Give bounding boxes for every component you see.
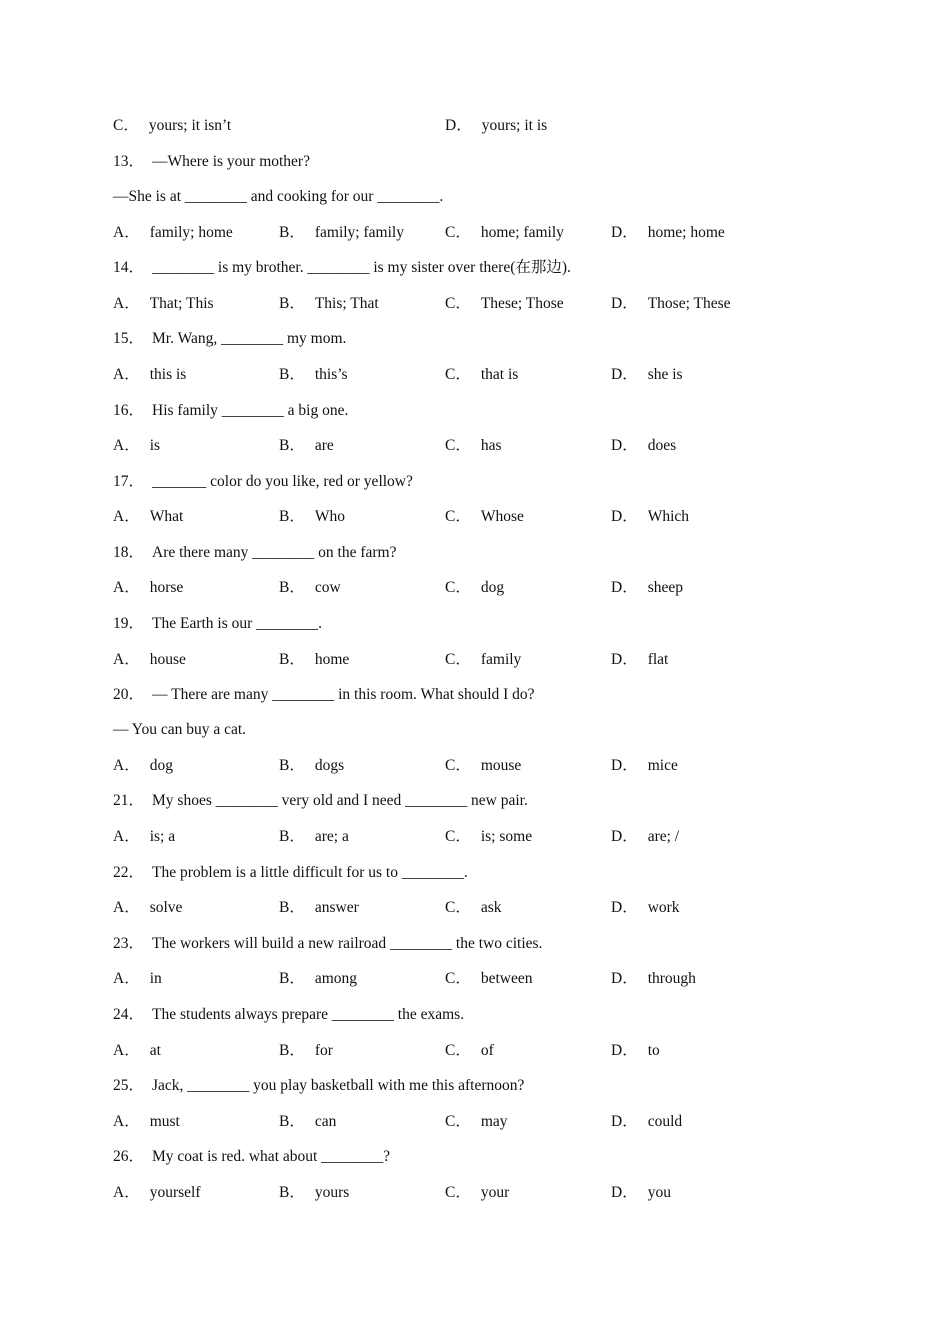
option-a: A． solve xyxy=(113,899,183,916)
question-26-stem: 26． My coat is red. what about ________? xyxy=(113,1148,391,1165)
question-23-stem: 23． The workers will build a new railroad ________ the two cities. xyxy=(113,935,543,952)
option-b: B． can xyxy=(279,1113,337,1130)
option-d: D． flat xyxy=(611,651,669,668)
option-d: D． through xyxy=(611,970,696,987)
option-b: B． are xyxy=(279,437,334,454)
question-22-stem: 22． The problem is a little difficult for us to ________. xyxy=(113,864,468,881)
option-c: C． family xyxy=(445,651,522,668)
option-c: C． that is xyxy=(445,366,519,383)
question-13-stem: 13． —Where is your mother? xyxy=(113,153,310,170)
question-20-line-2: — You can buy a cat. xyxy=(113,721,247,738)
question-18-stem: 18． Are there many ________ on the farm? xyxy=(113,544,397,561)
option-a: A． house xyxy=(113,651,186,668)
option-b: B． among xyxy=(279,970,358,987)
option-d: D． home; home xyxy=(611,224,725,241)
question-13-line-2: —She is at ________ and cooking for our ________. xyxy=(113,188,444,205)
option-d: D． work xyxy=(611,899,680,916)
option-a: A． must xyxy=(113,1113,180,1130)
option-c: C． between xyxy=(445,970,533,987)
option-d: D． could xyxy=(611,1113,683,1130)
option-c: C． may xyxy=(445,1113,508,1130)
option-d: D． yours; it is xyxy=(445,117,548,134)
question-15-stem: 15． Mr. Wang, ________ my mom. xyxy=(113,330,347,347)
option-b: B． this’s xyxy=(279,366,348,383)
option-c: C． dog xyxy=(445,579,505,596)
option-d: D． to xyxy=(611,1042,660,1059)
option-b: B． dogs xyxy=(279,757,345,774)
option-b: B． are; a xyxy=(279,828,349,845)
question-17-stem: 17． _______ color do you like, red or yellow? xyxy=(113,473,413,490)
question-14-stem: 14． ________ is my brother. ________ is my sister over there(在那边). xyxy=(113,259,571,276)
option-c: C． has xyxy=(445,437,502,454)
option-a: A． is; a xyxy=(113,828,176,845)
option-d: D． she is xyxy=(611,366,683,383)
option-d: D． Which xyxy=(611,508,690,525)
option-d: D． mice xyxy=(611,757,678,774)
option-a: A． is xyxy=(113,437,161,454)
option-c: C． ask xyxy=(445,899,502,916)
option-d: D． does xyxy=(611,437,677,454)
option-a: A． horse xyxy=(113,579,184,596)
option-d: D． sheep xyxy=(611,579,683,596)
option-d: D． you xyxy=(611,1184,671,1201)
option-b: B． This; That xyxy=(279,295,379,312)
question-19-stem: 19． The Earth is our ________. xyxy=(113,615,323,632)
option-a: A． at xyxy=(113,1042,161,1059)
option-b: B． cow xyxy=(279,579,341,596)
option-b: B． yours xyxy=(279,1184,350,1201)
option-c: C． is; some xyxy=(445,828,533,845)
question-25-stem: 25． Jack, ________ you play basketball with me this afternoon? xyxy=(113,1077,525,1094)
option-c: C． mouse xyxy=(445,757,522,774)
option-c: C． of xyxy=(445,1042,494,1059)
question-24-stem: 24． The students always prepare ________ the exams. xyxy=(113,1006,465,1023)
option-c: C． home; family xyxy=(445,224,564,241)
question-16-stem: 16． His family ________ a big one. xyxy=(113,402,349,419)
option-a: A． That; This xyxy=(113,295,214,312)
option-b: B． for xyxy=(279,1042,333,1059)
option-b: B． family; family xyxy=(279,224,404,241)
option-c: C． your xyxy=(445,1184,510,1201)
option-b: B． Who xyxy=(279,508,345,525)
option-d: D． Those; These xyxy=(611,295,731,312)
option-a: A． yourself xyxy=(113,1184,201,1201)
option-a: A． family; home xyxy=(113,224,233,241)
option-a: A． in xyxy=(113,970,162,987)
option-a: A． dog xyxy=(113,757,173,774)
option-d: D． are; / xyxy=(611,828,680,845)
option-a: A． What xyxy=(113,508,184,525)
option-a: A． this is xyxy=(113,366,187,383)
option-b: B． home xyxy=(279,651,350,668)
question-20-stem: 20． — There are many ________ in this room. What should I do? xyxy=(113,686,535,703)
option-c: C． yours; it isn’t xyxy=(113,117,232,134)
question-21-stem: 21． My shoes ________ very old and I need ________ new pair. xyxy=(113,792,528,809)
option-b: B． answer xyxy=(279,899,359,916)
option-c: C． These; Those xyxy=(445,295,564,312)
option-c: C． Whose xyxy=(445,508,524,525)
